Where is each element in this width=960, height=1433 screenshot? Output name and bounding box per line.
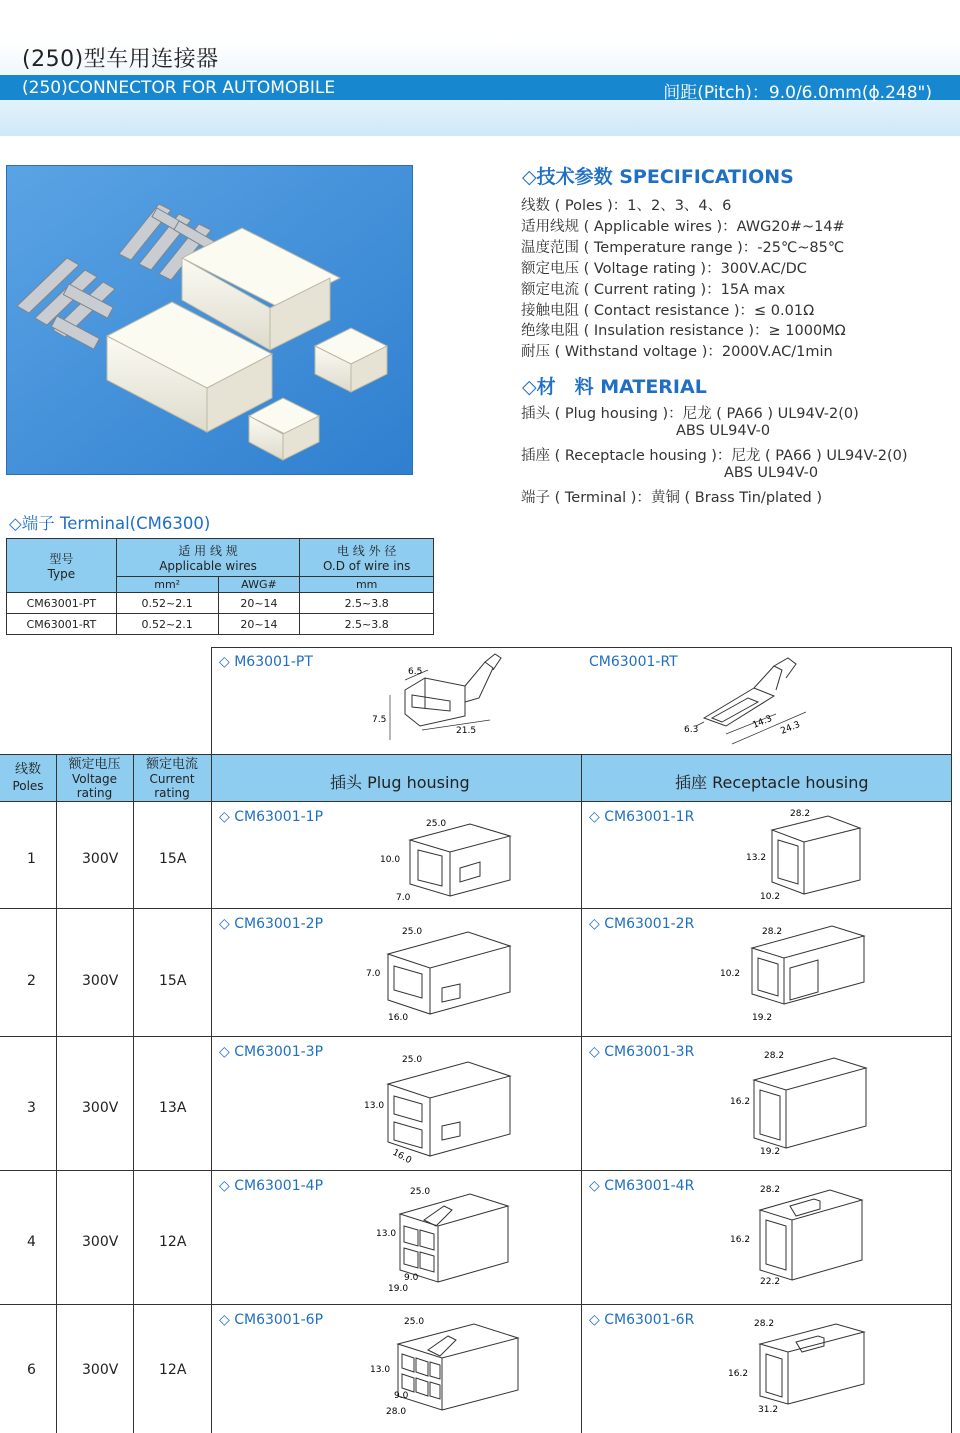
row3-rec-dim-0: 28.2 xyxy=(764,1051,785,1061)
col-poles xyxy=(0,763,56,793)
grid-line xyxy=(56,754,57,1433)
row4-plug-dim-3: 19.0 xyxy=(388,1284,409,1294)
grid-line xyxy=(951,647,952,1433)
terminal-awg: 20~14 xyxy=(218,593,300,614)
spec-temperature: 温度范围 ( Temperature range )：-25℃~85℃ xyxy=(521,240,845,256)
col-current-cn: 额定电流 xyxy=(145,757,198,772)
row4-plug-label: ◇ CM63001-4P xyxy=(219,1178,324,1194)
table-row xyxy=(7,614,434,635)
pt-dim-2: 21.5 xyxy=(456,726,477,736)
unit-mm2: mm² xyxy=(116,577,218,593)
terminal-col-od-en: O.D of wire ins xyxy=(322,559,411,573)
terminal-od: 2.5~3.8 xyxy=(300,593,434,614)
terminal-col-od xyxy=(300,539,434,577)
row2-plug-label: ◇ CM63001-2P xyxy=(219,916,324,932)
material-receptacle: 插座 ( Receptacle housing )：尼龙 ( PA66 ) UL94V-2(0) xyxy=(521,448,908,464)
material-title: ◇材 料 MATERIAL xyxy=(522,376,707,398)
row4-rec-dim-2: 22.2 xyxy=(760,1277,781,1287)
row1-rec-label: ◇ CM63001-1R xyxy=(589,809,695,825)
terminal-awg: 20~14 xyxy=(218,614,300,635)
grid-line xyxy=(0,1304,952,1305)
col-poles-cn: 线数 xyxy=(14,762,41,777)
row3-rec-dim-2: 19.2 xyxy=(760,1147,781,1157)
row2-plug-dim-1: 7.0 xyxy=(366,969,381,979)
row1-plug-dim-2: 7.0 xyxy=(396,893,411,903)
row2-poles: 2 xyxy=(27,973,36,989)
pt-dim-0: 6.5 xyxy=(408,667,423,677)
row5-rec-dim-1: 16.2 xyxy=(728,1369,749,1379)
part-label-rt: CM63001-RT xyxy=(589,654,678,670)
row5-plug-dim-0: 25.0 xyxy=(404,1317,425,1327)
row4-plug-dim-1: 13.0 xyxy=(376,1229,397,1239)
row2-rec-dim-0: 28.2 xyxy=(762,927,783,937)
row4-plug-dim-2: 9.0 xyxy=(404,1273,419,1283)
row5-plug-dim-1: 13.0 xyxy=(370,1365,391,1375)
row3-poles: 3 xyxy=(27,1100,36,1116)
row1-rec-dim-2: 10.2 xyxy=(760,892,781,902)
row1-voltage: 300V xyxy=(82,851,119,867)
rt-terminal-drawing xyxy=(676,650,836,750)
grid-line xyxy=(211,647,952,648)
material-plug-2: ABS UL94V-0 xyxy=(676,423,771,439)
grid-line xyxy=(581,754,582,1433)
row3-plug-dim-0: 25.0 xyxy=(402,1055,423,1065)
part-label-pt: ◇ M63001-PT xyxy=(219,654,313,670)
row5-rec-drawing xyxy=(726,1312,896,1424)
spec-wires: 适用线规 ( Applicable wires )：AWG20#~14# xyxy=(521,219,845,235)
row2-rec-dim-1: 10.2 xyxy=(720,969,741,979)
row4-current: 12A xyxy=(159,1234,187,1250)
material-plug: 插头 ( Plug housing )：尼龙 ( PA66 ) UL94V-2(0) xyxy=(521,406,859,422)
col-voltage-en2: rating xyxy=(76,786,113,800)
table-row xyxy=(7,593,434,614)
page-title-cn: (250)型车用连接器 xyxy=(22,47,219,72)
row5-plug-drawing xyxy=(366,1312,536,1432)
row5-plug-dim-3: 28.0 xyxy=(386,1407,407,1417)
terminal-mm2: 0.52~2.1 xyxy=(116,614,218,635)
row3-plug-label: ◇ CM63001-3P xyxy=(219,1044,324,1060)
row3-rec-drawing xyxy=(712,1046,882,1166)
grid-line xyxy=(0,1170,952,1171)
terminal-type: CM63001-RT xyxy=(7,614,117,635)
terminal-title: ◇端子 Terminal(CM6300) xyxy=(9,514,211,533)
col-current-en2: rating xyxy=(154,786,190,800)
col-poles-en: Poles xyxy=(12,779,44,793)
row3-plug-drawing xyxy=(360,1046,530,1166)
spec-voltage: 额定电压 ( Voltage rating )：300V.AC/DC xyxy=(521,261,807,277)
grid-line xyxy=(0,1036,952,1037)
grid-line xyxy=(211,647,212,1433)
col-voltage xyxy=(56,758,133,800)
row5-voltage: 300V xyxy=(82,1362,119,1378)
grid-line xyxy=(133,754,134,1433)
row2-plug-dim-2: 16.0 xyxy=(388,1013,409,1023)
row3-voltage: 300V xyxy=(82,1100,119,1116)
spec-current: 额定电流 ( Current rating )：15A max xyxy=(521,282,786,298)
terminal-col-wires-en: Applicable wires xyxy=(159,559,257,573)
material-receptacle-2: ABS UL94V-0 xyxy=(724,465,819,481)
row1-plug-label: ◇ CM63001-1P xyxy=(219,809,324,825)
unit-awg: AWG# xyxy=(218,577,300,593)
row1-plug-drawing xyxy=(370,808,530,906)
terminal-col-od-cn: 电 线 外 径 xyxy=(336,544,397,558)
row2-current: 15A xyxy=(159,973,187,989)
row2-rec-label: ◇ CM63001-2R xyxy=(589,916,695,932)
row5-plug-label: ◇ CM63001-6P xyxy=(219,1312,324,1328)
spec-poles: 线数 ( Poles )：1、2、3、4、6 xyxy=(521,198,732,214)
row1-plug-dim-1: 10.0 xyxy=(380,855,401,865)
row5-plug-dim-2: 9.0 xyxy=(394,1391,409,1401)
row3-rec-dim-1: 16.2 xyxy=(730,1097,751,1107)
row4-rec-drawing xyxy=(728,1180,888,1300)
row5-rec-label: ◇ CM63001-6R xyxy=(589,1312,695,1328)
row4-voltage: 300V xyxy=(82,1234,119,1250)
terminal-col-wires-cn: 适 用 线 规 xyxy=(178,544,238,558)
row5-poles: 6 xyxy=(27,1362,36,1378)
specs-title: ◇技术参数 SPECIFICATIONS xyxy=(522,166,794,188)
row3-rec-label: ◇ CM63001-3R xyxy=(589,1044,695,1060)
terminal-col-type-cn: 型号 xyxy=(49,552,74,566)
rt-dim-0: 6.3 xyxy=(684,725,699,735)
page-title-en: (250)CONNECTOR FOR AUTOMOBILE xyxy=(22,78,336,98)
row1-plug-dim-0: 25.0 xyxy=(426,819,447,829)
rt-dim-1: 14.3 xyxy=(751,714,774,731)
row2-rec-drawing xyxy=(712,918,882,1028)
row4-plug-drawing xyxy=(370,1180,530,1300)
row1-rec-drawing xyxy=(740,806,900,906)
row4-rec-label: ◇ CM63001-4R xyxy=(589,1178,695,1194)
terminal-od: 2.5~3.8 xyxy=(300,614,434,635)
row1-poles: 1 xyxy=(27,851,36,867)
row1-rec-dim-1: 13.2 xyxy=(746,853,767,863)
spec-withstand-voltage: 耐压 ( Withstand voltage )：2000V.AC/1min xyxy=(521,344,833,360)
row1-current: 15A xyxy=(159,851,187,867)
row3-plug-dim-1: 13.0 xyxy=(364,1101,385,1111)
spec-contact-resistance: 接触电阻 ( Contact resistance )：≤ 0.01Ω xyxy=(521,303,815,319)
col-current-en1: Current xyxy=(149,772,195,786)
pitch-spec: 间距(Pitch)：9.0/6.0mm(ɸ.248") xyxy=(663,83,932,103)
row4-poles: 4 xyxy=(27,1234,36,1250)
terminal-mm2: 0.52~2.1 xyxy=(116,593,218,614)
row2-rec-dim-2: 19.2 xyxy=(752,1013,773,1023)
row4-rec-dim-1: 16.2 xyxy=(730,1235,751,1245)
terminal-table xyxy=(6,538,434,635)
product-photo xyxy=(6,165,413,475)
row4-plug-dim-0: 25.0 xyxy=(410,1187,431,1197)
spec-insulation-resistance: 绝缘电阻 ( Insulation resistance )：≥ 1000MΩ xyxy=(521,323,846,339)
row1-rec-dim-0: 28.2 xyxy=(790,809,811,819)
row5-rec-dim-0: 28.2 xyxy=(754,1319,775,1329)
plug-housing-head: 插头 Plug housing xyxy=(330,773,470,792)
terminal-col-type xyxy=(7,539,117,593)
terminal-col-type-en: Type xyxy=(47,567,76,581)
terminal-col-wires xyxy=(116,539,300,577)
col-voltage-en1: Voltage xyxy=(71,772,117,786)
material-terminal: 端子 ( Terminal )：黄铜 ( Brass Tin/plated ) xyxy=(521,490,823,506)
row4-rec-dim-0: 28.2 xyxy=(760,1185,781,1195)
rt-dim-2: 24.3 xyxy=(779,720,802,737)
grid-line xyxy=(0,801,952,802)
terminal-type: CM63001-PT xyxy=(7,593,117,614)
grid-line xyxy=(0,908,952,909)
col-voltage-cn: 额定电压 xyxy=(68,757,121,772)
receptacle-housing-head: 插座 Receptacle housing xyxy=(675,773,869,792)
row2-voltage: 300V xyxy=(82,973,119,989)
pt-dim-1: 7.5 xyxy=(372,715,387,725)
grid-line xyxy=(0,754,952,755)
row3-plug-dim-2: 16.0 xyxy=(390,1147,413,1166)
col-current xyxy=(133,758,211,800)
row5-rec-dim-2: 31.2 xyxy=(758,1405,779,1415)
row5-current: 12A xyxy=(159,1362,187,1378)
unit-mm: mm xyxy=(300,577,434,593)
row2-plug-dim-0: 25.0 xyxy=(402,927,423,937)
row2-plug-drawing xyxy=(360,918,530,1028)
pt-terminal-drawing xyxy=(360,650,540,750)
row3-current: 13A xyxy=(159,1100,187,1116)
